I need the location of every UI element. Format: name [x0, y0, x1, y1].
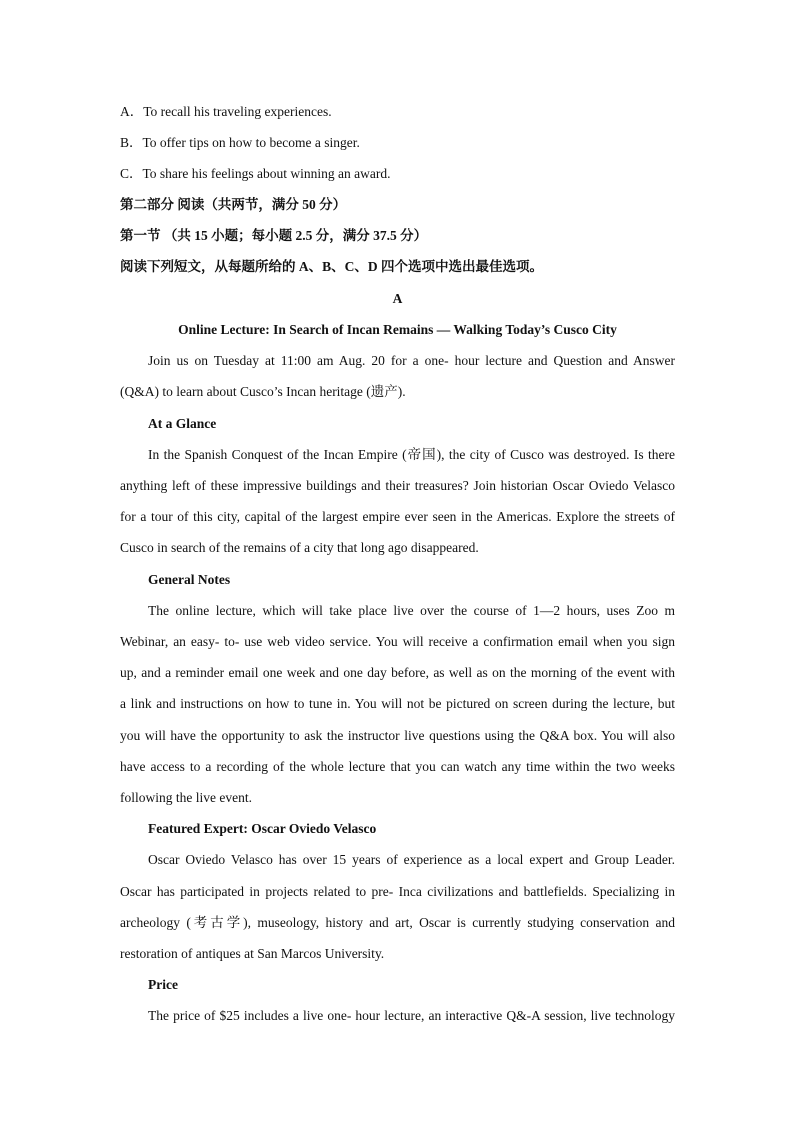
notes-line: you will have the opportunity to ask the instructor live questions using the Q&A box. You will also	[120, 728, 675, 743]
notes-line: Webinar, an easy- to- use web video service. You will receive a confirmation email when you sign	[120, 634, 675, 649]
notes-line: a link and instructions on how to tune in. You will not be pictured on screen during the lecture, but	[120, 696, 675, 711]
expert-line: Oscar has participated in projects related to pre- Inca civilizations and battlefields. Specializing in	[120, 884, 675, 899]
glance-line: In the Spanish Conquest of the Incan Empire (帝国), the city of Cusco was destroyed. Is there	[148, 447, 675, 462]
option-b: B．To offer tips on how to become a singer.	[120, 135, 360, 150]
notes-line: have access to a recording of the whole lecture that you can watch any time within the two weeks	[120, 759, 675, 774]
intro-line: Join us on Tuesday at 11:00 am Aug. 20 for a one- hour lecture and Question and Answer	[148, 353, 675, 368]
notes-heading: General Notes	[148, 572, 231, 587]
option-a: A．To recall his traveling experiences.	[120, 104, 332, 119]
expert-line: archeology (考古学), museology, history and art, Oscar is currently studying conservation and	[120, 915, 675, 930]
price-line: The price of $25 includes a live one- hour lecture, an interactive Q&-A session, live technology	[148, 1008, 675, 1023]
passage-letter: A	[392, 291, 403, 306]
option-c: C．To share his feelings about winning an award.	[120, 166, 391, 181]
passage-title: Online Lecture: In Search of Incan Remains — Walking Today’s Cusco City	[178, 322, 617, 337]
expert-line: restoration of antiques at San Marcos University.	[120, 946, 385, 961]
notes-line: following the live event.	[120, 790, 252, 805]
glance-line: anything left of these impressive buildings and their treasures? Join historian Oscar Oviedo Velasco	[120, 478, 675, 493]
part-title: 第二部分 阅读（共两节，满分 50 分）	[120, 197, 347, 212]
notes-line: up, and a reminder email one week and one day before, as well as on the morning of the event with	[120, 665, 675, 680]
glance-line: for a tour of this city, capital of the largest empire ever seen in the Americas. Explore the streets of	[120, 509, 675, 524]
subsection-title: 第一节 （共 15 小题；每小题 2.5 分，满分 37.5 分）	[120, 228, 428, 243]
intro-line: (Q&A) to learn about Cusco’s Incan heritage (遗产).	[120, 384, 406, 399]
price-heading: Price	[148, 977, 178, 992]
expert-heading: Featured Expert: Oscar Oviedo Velasco	[148, 821, 377, 836]
reading-instructions: 阅读下列短文，从每题所给的 A、B、C、D 四个选项中选出最佳选项。	[120, 259, 544, 274]
notes-line: The online lecture, which will take place live over the course of 1—2 hours, uses Zoo m	[148, 603, 675, 618]
glance-heading: At a Glance	[148, 416, 217, 431]
expert-line: Oscar Oviedo Velasco has over 15 years of experience as a local expert and Group Leader.	[148, 852, 675, 867]
glance-line: Cusco in search of the remains of a city that long ago disappeared.	[120, 540, 479, 555]
